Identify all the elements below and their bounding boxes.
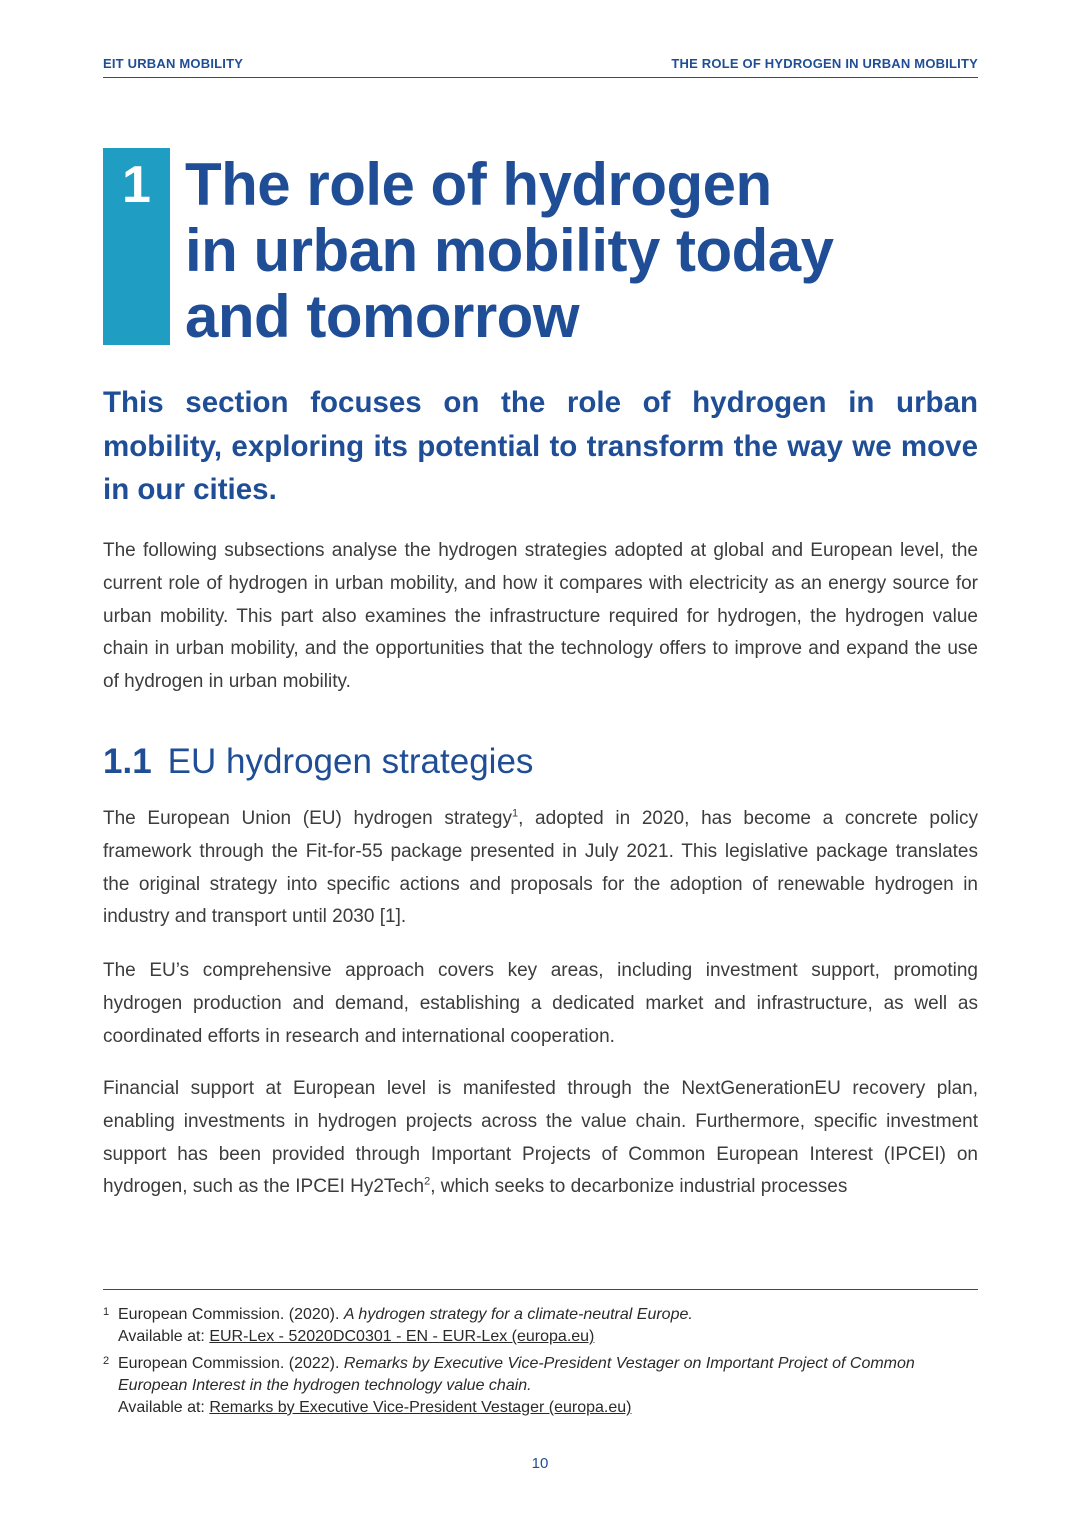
footnote-2-marker: 2 bbox=[103, 1355, 110, 1367]
footnote-ref-1[interactable]: 1 bbox=[511, 807, 519, 820]
header-publisher: EIT URBAN MOBILITY bbox=[103, 56, 244, 71]
footnote-2: 2 European Commission. (2022). Remarks by Executive Vice-President Vestager on Important Project of Common European Interest in the hydrogen technology value chain. Available at: Remarks by Executive Vice-President Vestager (europa.eu) bbox=[103, 1353, 978, 1419]
section-number: 1.1 bbox=[103, 742, 152, 781]
body-paragraph-2: The EU’s comprehensive approach covers key areas, including investment support, promoting hydrogen production and demand, establishing a dedicated market and infrastructure, as well as coordinated efforts in research and international cooperation. bbox=[103, 960, 978, 1047]
footnote-2-link[interactable]: Remarks by Executive Vice-President Vestager (europa.eu) bbox=[209, 1399, 632, 1416]
section-heading bbox=[103, 738, 533, 786]
footnote-1: 1 European Commission. (2020). A hydrogen strategy for a climate-neutral Europe. Available at: EUR-Lex - 52020DC0301 - EN - EUR-Lex (europa.eu) bbox=[103, 1304, 978, 1348]
footnote-1-marker: 1 bbox=[103, 1306, 110, 1318]
footnote-divider bbox=[103, 1289, 978, 1290]
header-document-title: THE ROLE OF HYDROGEN IN URBAN MOBILITY bbox=[671, 56, 978, 71]
overview-paragraph: The following subsections analyse the hydrogen strategies adopted at global and European level, the current role of hydrogen in urban mobility, and how it compares with electricity as an energy source for urban mobility. This part also examines the infrastructure required for hydrogen, the hydrogen value chain in urban mobility, and the opportunities that the technology offers to improve and expand the use of hydrogen in urban mobility. bbox=[103, 540, 978, 693]
chapter-title bbox=[185, 152, 985, 350]
body-paragraph-1: The European Union (EU) hydrogen strategy$^1$, adopted in 2020, has become a concrete policy framework through the Fit-for-55 package presented in July 2021. This legislative package translates the original strategy into specific actions and proposals for the adoption of renewable hydrogen in industry and transport until 2030 [1]. bbox=[103, 807, 978, 928]
footnote-2-title: Remarks by Executive Vice-President Vestager on Important Project of Common bbox=[343, 1355, 915, 1372]
running-header bbox=[103, 55, 978, 78]
chapter-intro: This section focuses on the role of hydrogen in urban mobility, exploring its potential to transform the way we move in our cities. bbox=[103, 386, 978, 506]
chapter-number: 1 bbox=[122, 156, 151, 214]
footnote-ref-2[interactable]: 2 bbox=[424, 1176, 431, 1189]
chapter-title-line-3: and tomorrow bbox=[185, 283, 579, 350]
body-paragraph-3: Financial support at European level is manifested through the NextGenerationEU recovery plan, enabling investments in hydrogen projects across the value chain. Furthermore, specific investment support has been provided through Important Projects of Common European Interest (IPCEI) on hydrogen, such as the IPCEI Hy2Tech$^2$, which seeks to decarbonize industrial processes bbox=[103, 1078, 978, 1198]
footnote-1-link[interactable]: EUR-Lex - 52020DC0301 - EN - EUR-Lex (europa.eu) bbox=[209, 1328, 595, 1345]
chapter-title-line-2: in urban mobility today bbox=[185, 217, 834, 284]
chapter-number-block bbox=[103, 148, 170, 345]
page-number: 10 bbox=[531, 1455, 549, 1472]
footnote-1-title: A hydrogen strategy for a climate-neutral Europe. bbox=[343, 1306, 693, 1323]
chapter-title-line-1: The role of hydrogen bbox=[185, 151, 772, 218]
section-title: EU hydrogen strategies bbox=[167, 742, 534, 781]
